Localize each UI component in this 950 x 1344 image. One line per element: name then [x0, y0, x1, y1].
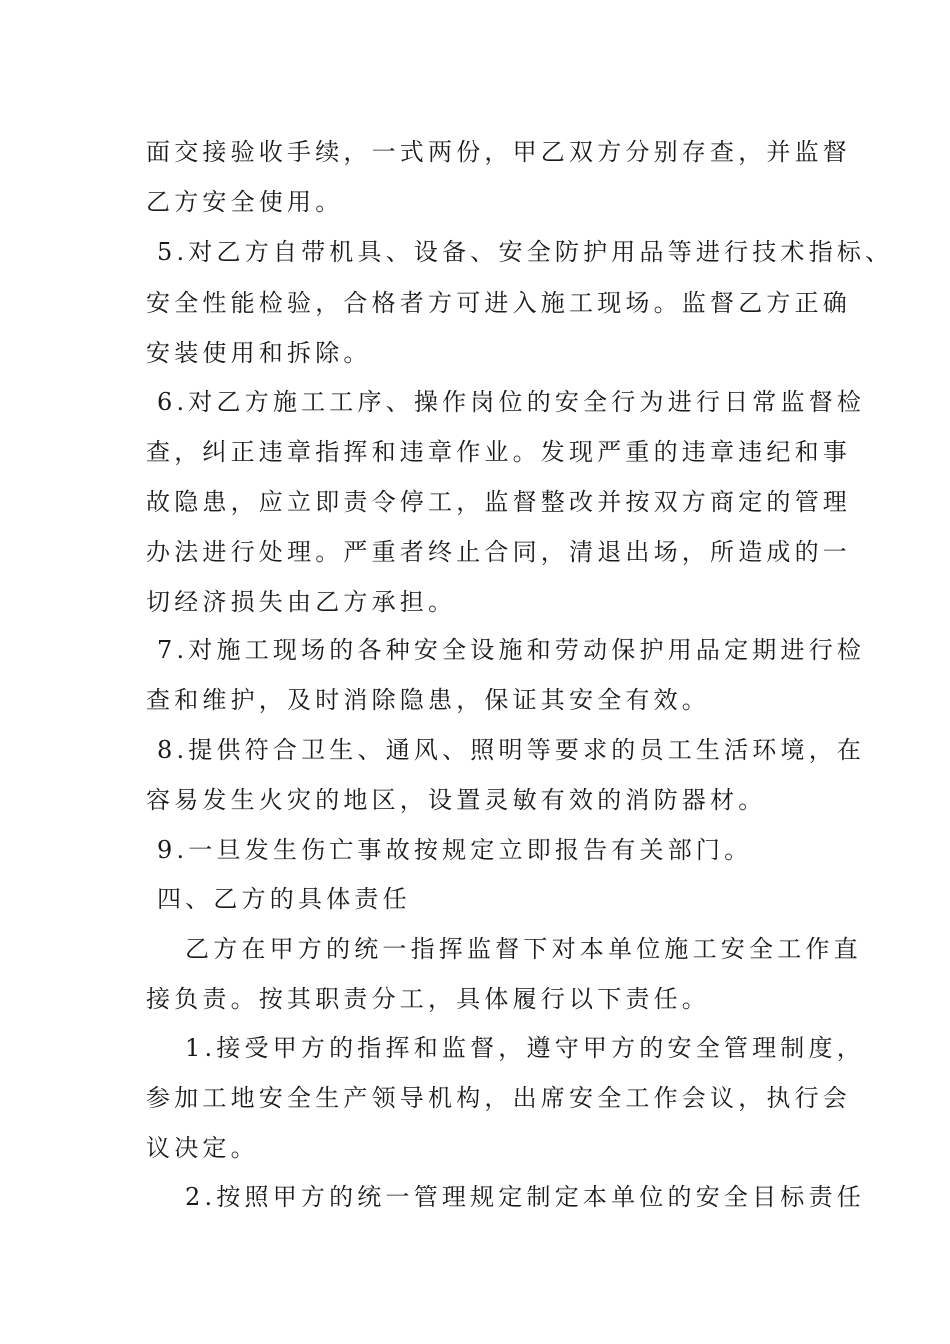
list-item-6: 6.对乙方施工工序、操作岗位的安全行为进行日常监督检	[157, 388, 866, 416]
section-heading: 四、乙方的具体责任	[157, 885, 411, 913]
paragraph-line: 故隐患，应立即责令停工，监督整改并按双方商定的管理	[146, 488, 851, 516]
list-item-2: 2.按照甲方的统一管理规定制定本单位的安全目标责任	[185, 1183, 865, 1211]
paragraph-line: 安装使用和拆除。	[146, 339, 372, 367]
paragraph-line: 参加工地安全生产领导机构，出席安全工作会议，执行会	[146, 1084, 851, 1112]
paragraph-line: 切经济损失由乙方承担。	[146, 588, 457, 616]
list-item-7: 7.对施工现场的各种安全设施和劳动保护用品定期进行检	[157, 636, 866, 664]
paragraph-line: 查和维护，及时消除隐患，保证其安全有效。	[146, 686, 710, 714]
paragraph-line: 面交接验收手续，一式两份，甲乙双方分别存查，并监督	[146, 138, 851, 166]
list-item-9: 9.一旦发生伤亡事故按规定立即报告有关部门。	[157, 836, 753, 864]
paragraph-line: 安全性能检验，合格者方可进入施工现场。监督乙方正确	[146, 289, 851, 317]
paragraph-line: 查，纠正违章指挥和违章作业。发现严重的违章违纪和事	[146, 438, 851, 466]
paragraph-line: 容易发生火灾的地区，设置灵敏有效的消防器材。	[146, 786, 767, 814]
list-item-8: 8.提供符合卫生、通风、照明等要求的员工生活环境，在	[157, 736, 866, 764]
list-item-1: 1.接受甲方的指挥和监督，遵守甲方的安全管理制度，	[185, 1034, 865, 1062]
paragraph-line: 乙方安全使用。	[146, 188, 344, 216]
paragraph-line: 乙方在甲方的统一指挥监督下对本单位施工安全工作直	[185, 935, 862, 963]
paragraph-line: 议决定。	[146, 1134, 259, 1162]
paragraph-line: 接负责。按其职责分工，具体履行以下责任。	[146, 985, 710, 1013]
list-item-5: 5.对乙方自带机具、设备、安全防护用品等进行技术指标、	[157, 238, 894, 266]
paragraph-line: 办法进行处理。严重者终止合同，清退出场，所造成的一	[146, 538, 851, 566]
